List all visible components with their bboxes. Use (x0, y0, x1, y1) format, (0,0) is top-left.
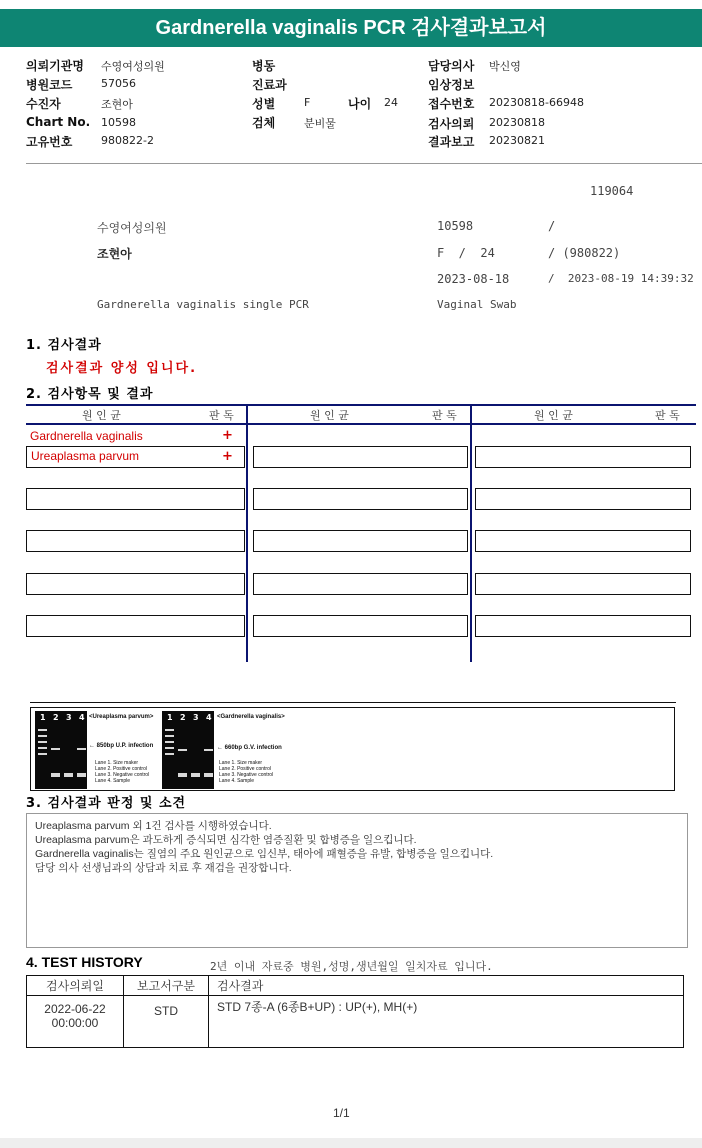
gel-legend-gv (219, 760, 273, 784)
section3-title: 3. 검사결과 판정 및 소견 (26, 796, 187, 811)
finding-line: Ureaplasma parvum은 과도하게 증식되면 심각한 염증질환 및 합병증을 일으킵니다. (35, 834, 417, 846)
page-number: 1/1 (333, 1106, 350, 1120)
dept-label: 진료과 (252, 78, 287, 92)
chart-no-label: Chart No. (26, 115, 91, 129)
report-value: 20230821 (489, 134, 545, 147)
patient-label: 수진자 (26, 97, 61, 111)
history-header-row (27, 976, 684, 996)
lane-number: 1 (40, 713, 46, 722)
results-header-rule (26, 423, 696, 425)
chart-no-value: 10598 (101, 116, 136, 129)
primer-band (77, 773, 86, 777)
hospital-label: 의뢰기관명 (26, 59, 84, 73)
findings-text (35, 819, 493, 875)
empty-result-cell (475, 615, 691, 637)
positive-band (178, 749, 187, 751)
result-judgement: + (222, 449, 233, 464)
info-test-name: Gardnerella vaginalis single PCR (97, 298, 309, 311)
history-header-result: 검사결과 (209, 976, 684, 996)
unique-no-label: 고유번호 (26, 135, 73, 149)
gel-band-label-up: ← 850bp U.P. infection (89, 743, 154, 749)
legend-line: Lane 3. Negative control (95, 772, 150, 778)
info-sex-age: F / 24 (437, 246, 495, 260)
primer-band (204, 773, 213, 777)
primer-band (64, 773, 73, 777)
info-specimen: Vaginal Swab (437, 298, 517, 311)
ladder-band (38, 753, 47, 755)
ladder-band (165, 729, 174, 731)
gel-band-text: 850bp U.P. infection (96, 743, 154, 749)
gel-band-text: 660bp G.V. infection (224, 745, 282, 751)
gel-photo-gv (162, 711, 214, 789)
legend-line: Lane 2. Positive control (219, 766, 271, 772)
ladder-band (165, 735, 174, 737)
info-birth: / (980822) (548, 246, 621, 260)
finding-line: Ureaplasma parvum 외 1건 검사를 시행하였습니다. (35, 820, 272, 832)
primer-band (191, 773, 200, 777)
gel-image-panel (30, 707, 675, 791)
sex-value: F (304, 96, 311, 109)
empty-result-cell (253, 615, 468, 637)
results-col-rule-1 (246, 404, 248, 662)
empty-result-cell (253, 530, 468, 552)
legend-line: Lane 4. Sample (95, 778, 131, 784)
empty-result-cell (475, 488, 691, 510)
positive-band (51, 748, 60, 750)
empty-result-cell (253, 446, 468, 468)
gel-photo-up (35, 711, 87, 789)
specimen-label: 검체 (252, 116, 276, 130)
ladder-band (165, 747, 174, 749)
history-result: STD 7종-A (6종B+UP) : UP(+), MH(+) (209, 996, 684, 1048)
info-clinic: 수영여성의원 (97, 221, 167, 235)
request-value: 20230818 (489, 116, 545, 129)
gel-top-rule (30, 702, 676, 703)
gel-band-label-gv: ← 660bp G.V. infection (217, 745, 282, 751)
primer-band (178, 773, 187, 777)
ladder-band (165, 753, 174, 755)
doctor-value: 박신영 (489, 60, 521, 73)
info-patient: 조현아 (97, 247, 132, 261)
ladder-band (38, 741, 47, 743)
history-type: STD (124, 996, 209, 1048)
col-header-pathogen-1: 원 인 균 (82, 409, 121, 422)
section1-title: 1. 검사결과 (26, 338, 102, 353)
hospital-value: 수영여성의원 (101, 60, 165, 73)
history-header-date: 검사의뢰일 (27, 976, 124, 996)
info-report-datetime: / 2023-08-19 14:39:32 (548, 272, 694, 285)
legend-line: Lane 4. Sample (219, 778, 255, 784)
ladder-band (38, 729, 47, 731)
result-pathogen-name: Ureaplasma parvum (31, 449, 140, 463)
col-header-judgement-3: 판 독 (655, 409, 680, 422)
primer-band (51, 773, 60, 777)
empty-result-cell (26, 615, 245, 637)
specimen-value: 분비물 (304, 117, 336, 130)
legend-line: Lane 3. Negative control (219, 772, 274, 778)
lane-number: 1 (167, 713, 173, 722)
receipt-no-label: 접수번호 (428, 97, 475, 111)
ward-label: 병동 (252, 59, 276, 73)
doctor-label: 담당의사 (428, 59, 475, 73)
history-note: 2년 이내 자료중 병원,성명,생년월일 일치자료 입니다. (210, 960, 493, 973)
empty-result-cell (475, 573, 691, 595)
finding-line: Gardnerella vaginalis는 질염의 주요 원인균으로 임신부, 태아에 패혈증을 유발, 합병증을 일으킵니다. (35, 848, 494, 860)
section4-title: 4. TEST HISTORY (26, 954, 143, 970)
lane-number: 2 (53, 713, 59, 722)
empty-result-cell (26, 530, 245, 552)
col-header-judgement-2: 판 독 (432, 409, 457, 422)
empty-result-cell (475, 446, 691, 468)
history-time: 00:00:00 (51, 1016, 99, 1030)
receipt-no-value: 20230818-66948 (489, 96, 584, 109)
col-header-pathogen-2: 원 인 균 (310, 409, 349, 422)
result-message: 검사결과 양성 입니다. (46, 361, 198, 376)
col-header-judgement-1: 판 독 (209, 409, 234, 422)
gel-legend-up (95, 760, 149, 784)
lane-number: 4 (206, 713, 212, 722)
report-code: 119064 (590, 184, 634, 198)
section2-title: 2. 검사항목 및 결과 (26, 387, 154, 402)
legend-line: Lane 2. Positive control (95, 766, 147, 772)
history-header-type: 보고서구분 (124, 976, 209, 996)
age-label: 나이 (348, 97, 372, 111)
report-label: 결과보고 (428, 135, 475, 149)
lane-number: 2 (180, 713, 186, 722)
ladder-band (38, 747, 47, 749)
history-date: 2022-06-22 (44, 1002, 106, 1016)
empty-result-cell (26, 488, 245, 510)
legend-line: Lane 1. Size maker (95, 760, 139, 766)
info-chart: 10598 (437, 219, 474, 233)
hospital-code-value: 57056 (101, 77, 136, 90)
hospital-code-label: 병원코드 (26, 78, 73, 92)
sample-band (77, 748, 86, 750)
sex-label: 성별 (252, 97, 276, 111)
info-request-date: 2023-08-18 (437, 272, 510, 286)
report-title: Gardnerella vaginalis PCR 검사결과보고서 (0, 9, 702, 47)
lane-number: 3 (66, 713, 72, 722)
findings-box (26, 813, 688, 948)
result-pathogen-name: Gardnerella vaginalis (30, 429, 143, 443)
info-slash: / (548, 219, 556, 233)
request-label: 검사의뢰 (428, 117, 475, 131)
results-col-rule-2 (470, 404, 472, 662)
gel-title-gv: <Gardnerella vaginalis> (217, 714, 285, 720)
empty-result-cell (26, 573, 245, 595)
lane-number: 3 (193, 713, 199, 722)
header-divider (26, 163, 702, 164)
empty-result-cell (253, 488, 468, 510)
unique-no-value: 980822-2 (101, 134, 154, 147)
patient-value: 조현아 (101, 98, 133, 111)
empty-result-cell (475, 530, 691, 552)
result-cell (26, 446, 245, 468)
lane-number: 4 (79, 713, 85, 722)
finding-line: 담당 의사 선생님과의 상담과 치료 후 재검을 권장합니다. (35, 862, 292, 874)
ladder-band (165, 741, 174, 743)
history-date-cell (27, 996, 124, 1048)
sample-band (204, 749, 213, 751)
empty-result-cell (253, 573, 468, 595)
clinical-info-label: 임상정보 (428, 78, 475, 92)
table-row[interactable] (27, 996, 684, 1048)
legend-line: Lane 1. Size maker (219, 760, 263, 766)
page-bottom-strip (0, 1138, 702, 1148)
ladder-band (38, 735, 47, 737)
age-value: 24 (384, 96, 398, 109)
results-top-rule (26, 404, 696, 406)
gel-title-up: <Ureaplasma parvum> (89, 714, 154, 720)
history-table (26, 975, 684, 1048)
col-header-pathogen-3: 원 인 균 (534, 409, 573, 422)
result-judgement: + (222, 428, 233, 443)
